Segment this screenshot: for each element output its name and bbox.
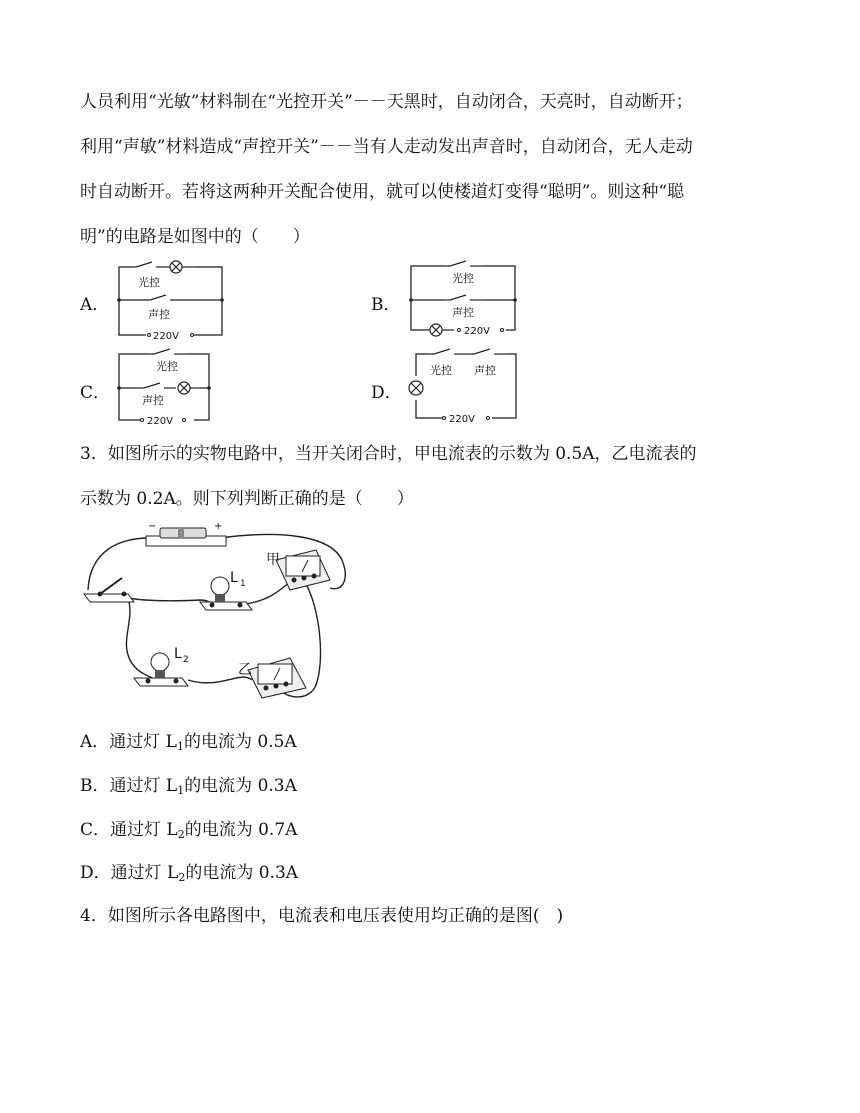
q3-line-1: 3．如图所示的实物电路中，当开关闭合时，甲电流表的示数为 0.5A，乙电流表的 — [80, 444, 697, 464]
b-voltage-label: 220V — [464, 326, 490, 337]
circuit-diagram-d — [404, 346, 522, 426]
q4-stem: 4．如图所示各电路图中，电流表和电压表使用均正确的是图( ) — [80, 906, 564, 926]
svg-text:2: 2 — [183, 655, 189, 665]
q3-option-b: B．通过灯 $L_1$的电流为 0.3A — [80, 776, 297, 797]
c-sound-switch-label: 声控 — [142, 394, 164, 407]
q2-option-d-label: D． — [371, 383, 402, 403]
d-sound-switch-label: 声控 — [474, 364, 496, 377]
q2-stem — [80, 80, 790, 260]
b-light-switch-label: 光控 — [452, 272, 474, 285]
svg-text:+: + — [214, 521, 223, 532]
q3-circuit-figure — [80, 520, 350, 710]
circuit-diagram-a — [112, 258, 228, 340]
d-light-switch-label: 光控 — [430, 364, 452, 377]
circuit-diagram-b — [404, 258, 522, 340]
q2-line-4: 明”的电路是如图中的（ ） — [80, 227, 310, 247]
q3-line-2: 示数为 0.2A。则下列判断正确的是（ ） — [80, 489, 414, 509]
knife-switch-icon — [84, 578, 134, 602]
q2-option-c-label: C． — [80, 383, 111, 403]
q3-option-c: C．通过灯 $L_2$的电流为 0.7A — [80, 820, 298, 841]
lamp-l2-icon — [134, 646, 189, 686]
lamp-l2-label: L — [174, 646, 182, 662]
lamp-l1-icon — [200, 570, 252, 610]
q2-line-1: 人员利用“光敏”材料制在“光控开关”－－天黑时，自动闭合，天亮时，自动断开； — [80, 92, 693, 112]
ammeter-a-icon — [266, 550, 330, 590]
q2-option-a-label: A． — [80, 295, 110, 315]
svg-text:1: 1 — [240, 579, 246, 589]
a-voltage-label: 220V — [153, 331, 179, 340]
ammeter-a-label: 甲 — [266, 552, 280, 568]
circuit-diagram-c — [112, 346, 214, 426]
a-sound-switch-label: 声控 — [148, 308, 170, 321]
battery-icon — [146, 521, 226, 546]
lamp-l1-label: L — [230, 570, 238, 586]
q3-stem — [80, 432, 790, 522]
q3-option-d: D．通过灯 $L_2$的电流为 0.3A — [80, 863, 299, 884]
a-light-switch-label: 光控 — [138, 276, 160, 289]
svg-text:−: − — [148, 521, 157, 532]
q2-line-2: 利用“声敏”材料造成“声控开关”－－当有人走动发出声音时，自动闭合，无人走动 — [80, 137, 693, 157]
q2-line-3: 时自动断开。若将这两种开关配合使用，就可以使楼道灯变得“聪明”。则这种“聪 — [80, 182, 685, 202]
b-sound-switch-label: 声控 — [452, 306, 474, 319]
c-voltage-label: 220V — [147, 416, 173, 426]
c-light-switch-label: 光控 — [156, 360, 178, 373]
q2-option-b-label: B． — [371, 295, 401, 315]
ammeter-b-label: 乙 — [238, 662, 252, 678]
q3-option-a: A．通过灯 $L_1$的电流为 0.5A — [80, 732, 297, 753]
d-voltage-label: 220V — [449, 414, 475, 425]
